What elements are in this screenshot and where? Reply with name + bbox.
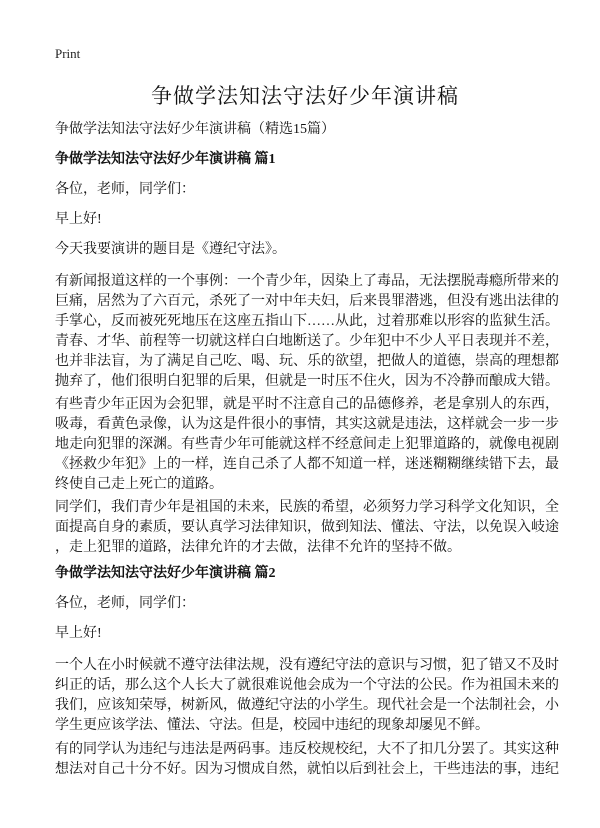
text-line: 同学们，我们青少年是祖国的未来，民族的希望，必须努力学习科学文化知识，全 [55, 500, 559, 515]
greeting: 各位，老师，同学们： [55, 182, 195, 197]
print-label[interactable]: Print [55, 46, 81, 61]
text-line: ，走上犯罪的道路，法律允许的才去做，法律不允许的坚持不做。 [55, 540, 461, 555]
paragraph [55, 395, 559, 495]
section-heading-1: 争做学法知法守法好少年演讲稿 篇1 [55, 152, 276, 167]
text-line: 有的同学认为违纪与违法是两码事。违反校规校纪，大不了扣几分罢了。其实这种 [55, 742, 559, 757]
text-line: 有新闻报道这样的一个事例：一个青少年，因染上了毒品，无法摆脱毒瘾所带来的 [55, 274, 559, 289]
text-line: 终使自己走上死亡的道路。 [55, 477, 223, 492]
text-line: 青春、才华、前程等一切就这样白白地断送了。少年犯中不少人平日表现并不差， [55, 334, 559, 349]
paragraph [55, 272, 559, 392]
text-line: 面提高自身的素质，要认真学习法律知识，做到知法、懂法、守法，以免误入岐途 [55, 520, 559, 535]
paragraph [55, 498, 559, 558]
document-title: 争做学法知法守法好少年演讲稿 [151, 84, 459, 108]
text-line: 有些青少年正因为会犯罪，就是平时不注意自己的品德修养，老是拿别人的东西， [55, 397, 559, 412]
text-line: 纠正的话，那么这个人长大了就很难说他会成为一个守法的公民。作为祖国未来的 [55, 678, 559, 693]
hello: 早上好! [55, 212, 102, 227]
paragraph [55, 656, 559, 736]
text-line: 我们，应该知荣辱，树新风，做遵纪守法的小学生。现代社会是一个法制社会，小 [55, 698, 559, 713]
text-line: 学生更应该学法、懂法、守法。但是，校园中违纪的现象却屡见不鲜。 [55, 718, 489, 733]
paragraph [55, 740, 559, 780]
text-line: 《拯救少年犯》上的一样，连自己杀了人都不知道一样，迷迷糊糊继续错下去，最 [55, 457, 559, 472]
hello: 早上好! [55, 626, 102, 641]
text-line: 想法对自己十分不好。因为习惯成自然，就怕以后到社会上，干些违法的事，违纪 [55, 762, 559, 777]
greeting: 各位，老师，同学们： [55, 596, 195, 611]
text-line: 手掌心，反而被死死地压在这座五指山下……从此，过着那难以形容的监狱生活。 [55, 314, 559, 329]
text-line: 今天我要演讲的题目是《遵纪守法》。 [55, 242, 286, 257]
section-heading-2: 争做学法知法守法好少年演讲稿 篇2 [55, 566, 276, 581]
text-line: 地走向犯罪的深渊。有些青少年可能就这样不经意间走上犯罪道路的，就像电视剧 [55, 437, 559, 452]
subtitle: 争做学法知法守法好少年演讲稿（精选15篇） [55, 122, 335, 137]
text-line: 巨痛，居然为了六百元，杀死了一对中年夫妇，后来畏罪潜逃，但没有逃出法律的 [55, 294, 559, 309]
text-line: 也并非法盲，为了满足自己吃、喝、玩、乐的欲望，把做人的道德，崇高的理想都 [55, 354, 559, 369]
text-line: 吸毒，看黄色录像，认为这是件很小的事情，其实这就是违法，这样就会一步一步 [55, 417, 559, 432]
text-line: 一个人在小时候就不遵守法律法规，没有遵纪守法的意识与习惯，犯了错又不及时 [55, 658, 559, 673]
paragraph [55, 240, 286, 260]
text-line: 抛弃了，他们很明白犯罪的后果，但就是一时压不住火，因为不冷静而酿成大错。 [55, 374, 559, 389]
